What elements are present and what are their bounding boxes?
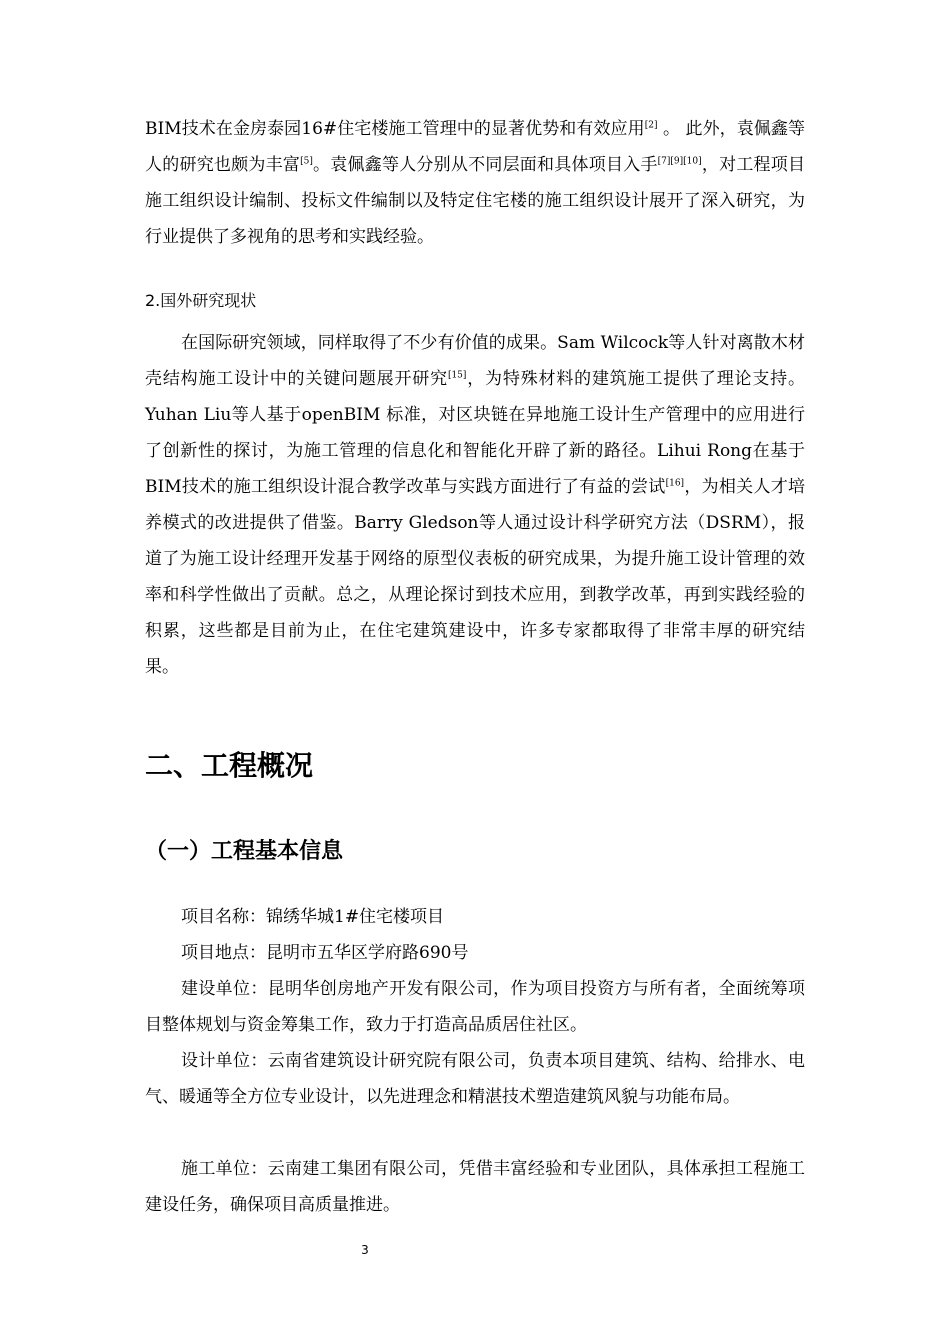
project-contractor: 施工单位：云南建工集团有限公司，凭借丰富经验和专业团队，具体承担工程施工建设任务，确保项目高质量推进。 — [145, 1159, 805, 1215]
citation: [15] — [447, 370, 467, 381]
paragraph-text: ，为相关人才培养模式的改进提供了借鉴。Barry Gledson等人通过设计科学研究方法（DSRM），报道了为施工设计经理开发基于网络的原型仪表板的研究成果，为提升施工设计管理的效率和科学性做出了贡献。总之，从理论探讨到技术应用，到教学改革，再到实践经验的积累，这些都是目前为止，在住宅建筑建设中，许多专家都取得了非常丰厚的研究结果。 — [145, 477, 806, 677]
project-designer: 设计单位：云南省建筑设计研究院有限公司，负责本项目建筑、结构、给排水、电气、暖通等全方位专业设计，以先进理念和精湛技术塑造建筑风貌与功能布局。 — [145, 1051, 805, 1107]
paragraph-text: 在国际研究领域，同样取得了不少有价值的成果。Sam Wilcock等人针对离散木材壳结构施工设计中的关键问题展开研究 — [145, 333, 805, 389]
paragraph-text: 。 此外，袁佩鑫等人的研究也颇为丰富 — [145, 119, 805, 175]
paragraph-text: 。袁佩鑫等人分别从不同层面和具体项目入手 — [312, 155, 658, 175]
paragraph-text: ，为特殊材料的建筑施工提供了理论支持。Yuhan Liu等人基于openBIM 标准，对区块链在异地施工设计生产管理中的应用进行了创新性的探讨，为施工管理的信息化和智能化开辟了新的路径。Lihui Rong在基于BIM技术的施工组织设计混合教学改革与实践方面进行了有益的尝试 — [145, 369, 805, 497]
citation: [5] — [300, 156, 313, 167]
section-heading: （一）工程基本信息 — [145, 839, 344, 864]
project-location: 项目地点：昆明市五华区学府路690号 — [181, 943, 469, 963]
domestic-research-paragraph — [145, 111, 805, 255]
foreign-research-paragraph — [145, 325, 805, 685]
chapter-heading: 二、工程概况 — [145, 749, 314, 782]
paragraph-text: BIM技术在金房泰园16#住宅楼施工管理中的显著优势和有效应用 — [145, 119, 645, 139]
citation: [16] — [665, 478, 685, 489]
foreign-research-heading: 2.国外研究现状 — [145, 291, 257, 310]
project-name: 项目名称：锦绣华城1#住宅楼项目 — [181, 907, 445, 927]
citation: [7][9][10] — [657, 156, 702, 167]
paragraph-text: ，对工程项目施工组织设计编制、投标文件编制以及特定住宅楼的施工组织设计展开了深入研究，为行业提供了多视角的思考和实践经验。 — [145, 155, 806, 247]
project-builder: 建设单位：昆明华创房地产开发有限公司，作为项目投资方与所有者，全面统筹项目整体规划与资金筹集工作，致力于打造高品质居住社区。 — [145, 979, 805, 1035]
page-number: 3 — [361, 1243, 369, 1257]
citation: [2] — [644, 120, 658, 131]
